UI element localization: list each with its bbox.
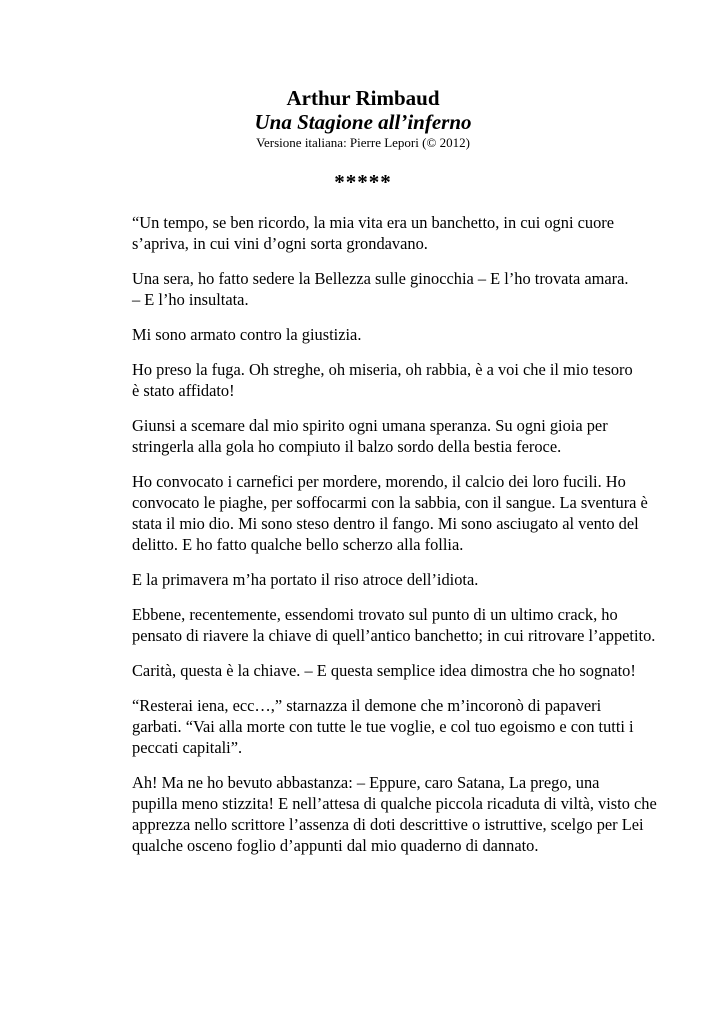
paragraph-line: Una sera, ho fatto sedere la Bellezza sulle ginocchia – E l’ho trovata amara. xyxy=(132,269,629,288)
version-credit: Versione italiana: Pierre Lepori (© 2012) xyxy=(256,135,470,150)
paragraph-line: pensato di riavere la chiave di quell’antico banchetto; in cui ritrovare l’appetito. xyxy=(132,626,656,645)
work-title-heading: Una Stagione all’inferno xyxy=(254,110,472,134)
paragraph-line: Ho convocato i carnefici per mordere, morendo, il calcio dei loro fucili. Ho xyxy=(132,472,626,491)
paragraph-line: E la primavera m’ha portato il riso atroce dell’idiota. xyxy=(132,570,479,589)
paragraph-line: “Resterai iena, ecc…,” starnazza il demone che m’incoronò di papaveri xyxy=(132,696,602,715)
paragraph xyxy=(88,415,638,457)
paragraph-line: “Un tempo, se ben ricordo, la mia vita era un banchetto, in cui ogni cuore xyxy=(132,213,614,232)
author-heading: Arthur Rimbaud xyxy=(286,86,440,110)
paragraph-line: Mi sono armato contro la giustizia. xyxy=(132,325,362,344)
paragraph xyxy=(88,569,638,590)
paragraph xyxy=(88,660,638,681)
paragraph xyxy=(88,324,638,345)
paragraph xyxy=(88,695,638,758)
paragraph-line: qualche osceno foglio d’appunti dal mio quaderno di dannato. xyxy=(132,836,539,855)
document-page xyxy=(88,86,657,870)
paragraph-line: è stato affidato! xyxy=(132,381,235,400)
paragraph xyxy=(88,359,638,401)
paragraph-line: Carità, questa è la chiave. – E questa semplice idea dimostra che ho sognato! xyxy=(132,661,636,680)
paragraph-line: pupilla meno stizzita! E nell’attesa di qualche piccola ricaduta di viltà, visto che xyxy=(132,794,657,813)
paragraph-line: Ebbene, recentemente, essendomi trovato sul punto di un ultimo crack, ho xyxy=(132,605,618,624)
paragraph-line: peccati capitali”. xyxy=(132,738,243,757)
paragraph-line: Ah! Ma ne ho bevuto abbastanza: – Eppure, caro Satana, La prego, una xyxy=(132,773,600,792)
paragraph xyxy=(88,604,656,646)
paragraph-line: convocato le piaghe, per soffocarmi con la sabbia, con il sangue. La sventura è xyxy=(132,493,648,512)
paragraph xyxy=(88,772,657,856)
paragraph-line: stringerla alla gola ho compiuto il balzo sordo della bestia feroce. xyxy=(132,437,562,456)
paragraph-line: apprezza nello scrittore l’assenza di doti descrittive o istruttive, scelgo per Lei xyxy=(132,815,644,834)
paragraph-line: – E l’ho insultata. xyxy=(132,290,249,309)
paragraph xyxy=(88,212,638,254)
paragraph-line: Giunsi a scemare dal mio spirito ogni umana speranza. Su ogni gioia per xyxy=(132,416,608,435)
paragraph-line: Ho preso la fuga. Oh streghe, oh miseria, oh rabbia, è a voi che il mio tesoro xyxy=(132,360,633,379)
paragraph xyxy=(88,268,638,310)
body-text xyxy=(88,212,657,856)
paragraph-line: garbati. “Vai alla morte con tutte le tue voglie, e col tuo egoismo e con tutti i xyxy=(132,717,634,736)
paragraph xyxy=(88,471,648,555)
paragraph-line: delitto. E ho fatto qualche bello scherzo alla follia. xyxy=(132,535,464,554)
paragraph-line: s’apriva, in cui vini d’ogni sorta grondavano. xyxy=(132,234,428,253)
paragraph-line: stata il mio dio. Mi sono steso dentro il fango. Mi sono asciugato al vento del xyxy=(132,514,639,533)
section-separator: ***** xyxy=(334,170,392,194)
